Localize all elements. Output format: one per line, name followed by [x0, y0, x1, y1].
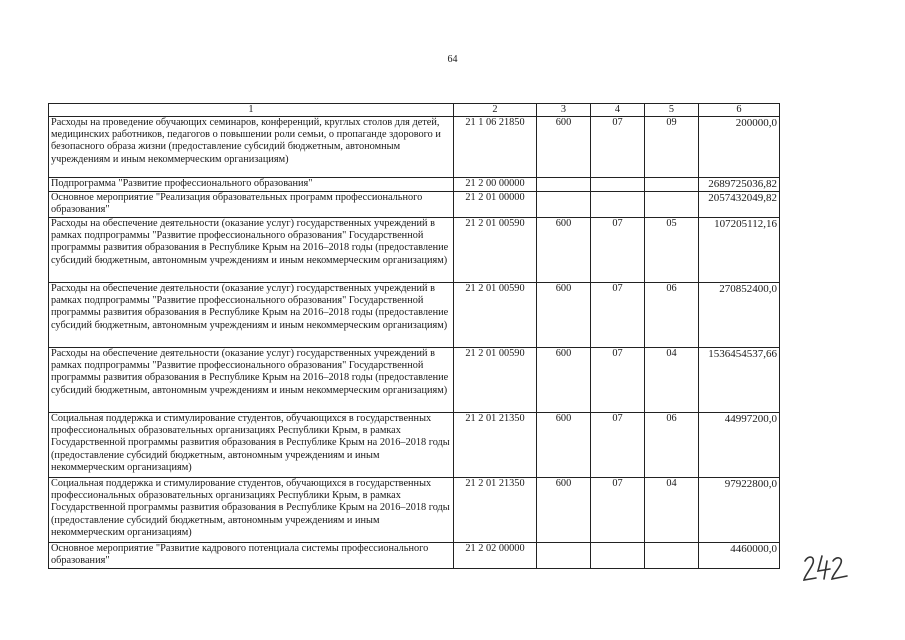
- row-col3: [537, 192, 591, 218]
- row-col4: [591, 192, 645, 218]
- row-col3: [537, 543, 591, 569]
- table-row: [49, 283, 780, 348]
- row-code: 21 2 00 00000: [454, 178, 537, 192]
- row-amount: 97922800,0: [699, 478, 780, 543]
- row-description: Расходы на обеспечение деятельности (оказание услуг) государственных учреждений в рамках подпрограммы "Развитие профессионального образования" Государственной программы развития образования в Республике Крым на 2016–2018 годы (предоставление субсидий бюджетным, автономным учреждениям и иным некоммерческим организациям): [49, 283, 454, 348]
- table-row: [49, 413, 780, 478]
- row-col5: 06: [645, 413, 699, 478]
- row-col3: 600: [537, 478, 591, 543]
- row-description: Социальная поддержка и стимулирование студентов, обучающихся в государственных профессиональных образовательных организациях Республики Крым, в рамках Государственной программы развития образования в Республике Крым на 2016–2018 годы (предоставление субсидий бюджетным, автономным учреждениям и иным некоммерческим организациям): [49, 478, 454, 543]
- row-description: Основное мероприятие "Развитие кадрового потенциала системы профессионального образования": [49, 543, 454, 569]
- row-col3: 600: [537, 413, 591, 478]
- row-col4: [591, 543, 645, 569]
- row-col5: 04: [645, 478, 699, 543]
- row-col3: [537, 178, 591, 192]
- row-amount: 2689725036,82: [699, 178, 780, 192]
- row-amount: 44997200,0: [699, 413, 780, 478]
- row-amount: 1536454537,66: [699, 348, 780, 413]
- table-row: [49, 478, 780, 543]
- row-col4: 07: [591, 218, 645, 283]
- row-code: 21 2 01 00590: [454, 348, 537, 413]
- page-number: 64: [447, 54, 458, 65]
- row-col3: 600: [537, 218, 591, 283]
- row-col4: 07: [591, 478, 645, 543]
- row-col4: 07: [591, 283, 645, 348]
- row-code: 21 1 06 21850: [454, 117, 537, 178]
- row-col5: 05: [645, 218, 699, 283]
- row-col5: 04: [645, 348, 699, 413]
- row-amount: 2057432049,82: [699, 192, 780, 218]
- table-row: [49, 218, 780, 283]
- row-code: 21 2 01 21350: [454, 413, 537, 478]
- row-description: Расходы на проведение обучающих семинаров, конференций, круглых столов для детей, медицинских работников, педагогов о повышении роли семьи, о пропаганде здорового и безопасного образа жизни (предоставление субсидий бюджетным, автономным учреждениям и иным некоммерческим организациям): [49, 117, 454, 178]
- row-col5: [645, 543, 699, 569]
- table-row: [49, 178, 780, 192]
- table-row: [49, 117, 780, 178]
- row-col5: [645, 192, 699, 218]
- row-col4: [591, 178, 645, 192]
- row-col4: 07: [591, 117, 645, 178]
- table-row: [49, 543, 780, 569]
- row-amount: 270852400,0: [699, 283, 780, 348]
- row-amount: 4460000,0: [699, 543, 780, 569]
- table-row: [49, 348, 780, 413]
- row-description: Основное мероприятие "Реализация образовательных программ профессионального образования": [49, 192, 454, 218]
- row-code: 21 2 01 00000: [454, 192, 537, 218]
- row-col5: 09: [645, 117, 699, 178]
- row-code: 21 2 02 00000: [454, 543, 537, 569]
- column-header: 5: [645, 104, 699, 117]
- row-col4: 07: [591, 413, 645, 478]
- row-col5: [645, 178, 699, 192]
- column-header: 6: [699, 104, 780, 117]
- budget-table: [48, 103, 780, 569]
- row-description: Подпрограмма "Развитие профессионального образования": [49, 178, 454, 192]
- row-col3: 600: [537, 283, 591, 348]
- handwritten-page-mark: [802, 553, 850, 585]
- table-row: [49, 192, 780, 218]
- row-description: Расходы на обеспечение деятельности (оказание услуг) государственных учреждений в рамках подпрограммы "Развитие профессионального образования" Государственной программы развития образования в Республике Крым на 2016–2018 годы (предоставление субсидий бюджетным, автономным учреждениям и иным некоммерческим организациям): [49, 218, 454, 283]
- row-col4: 07: [591, 348, 645, 413]
- row-code: 21 2 01 00590: [454, 218, 537, 283]
- row-description: Социальная поддержка и стимулирование студентов, обучающихся в государственных профессиональных образовательных организациях Республики Крым, в рамках Государственной программы развития образования в Республике Крым на 2016–2018 годы (предоставление субсидий бюджетным, автономным учреждениям и иным некоммерческим организациям): [49, 413, 454, 478]
- row-col3: 600: [537, 117, 591, 178]
- row-amount: 107205112,16: [699, 218, 780, 283]
- row-col3: 600: [537, 348, 591, 413]
- column-header: 2: [454, 104, 537, 117]
- row-amount: 200000,0: [699, 117, 780, 178]
- column-header: 4: [591, 104, 645, 117]
- header-row: [49, 104, 780, 117]
- row-code: 21 2 01 00590: [454, 283, 537, 348]
- row-description: Расходы на обеспечение деятельности (оказание услуг) государственных учреждений в рамках подпрограммы "Развитие профессионального образования" Государственной программы развития образования в Республике Крым на 2016–2018 годы (предоставление субсидий бюджетным, автономным учреждениям и иным некоммерческим организациям): [49, 348, 454, 413]
- row-col5: 06: [645, 283, 699, 348]
- row-code: 21 2 01 21350: [454, 478, 537, 543]
- column-header: 3: [537, 104, 591, 117]
- column-header: 1: [49, 104, 454, 117]
